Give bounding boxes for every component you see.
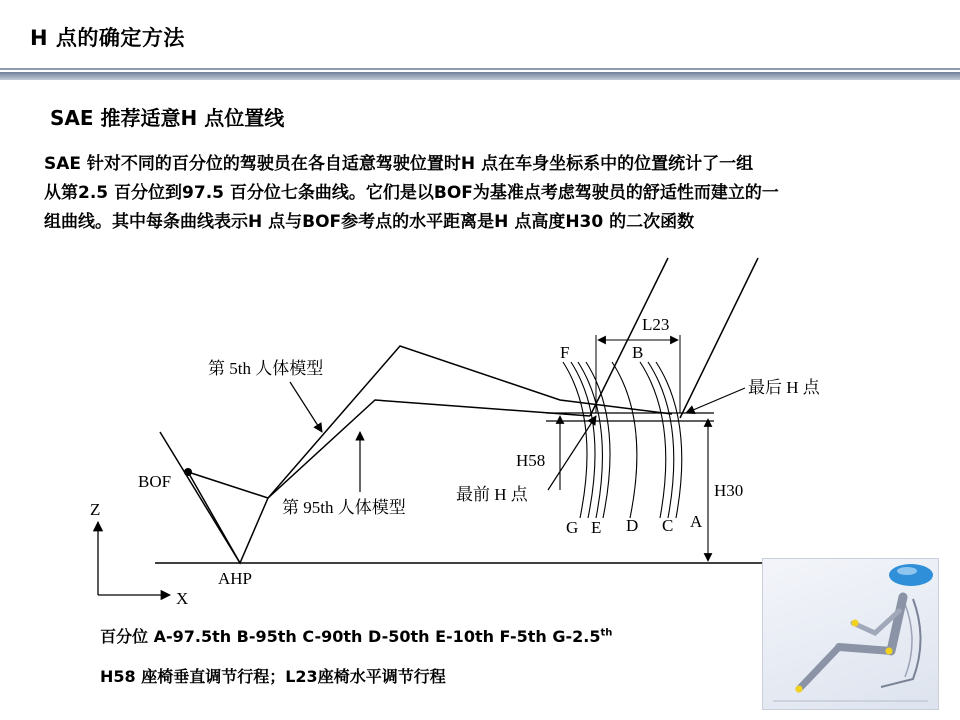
ahp-label: AHP (218, 569, 253, 588)
h30-label: H30 (714, 481, 744, 500)
h58-label: H58 (516, 451, 546, 470)
section-subtitle: SAE 推荐适意H 点位置线 (50, 106, 285, 130)
percentile-legend-text: 百分位 A-97.5th B-95th C-90th D-50th E-10th F-5th G-2.5 (100, 627, 601, 646)
paragraph-line-3: 组曲线。其中每条曲线表示H 点与BOF参考点的水平距离是H 点高度H30 的二次函数 (44, 212, 695, 232)
axis-z-label: Z (90, 500, 101, 519)
arrow-first-h (548, 416, 596, 490)
travel-legend: H58 座椅垂直调节行程；L23座椅水平调节行程 (100, 667, 446, 686)
curve-e-label: E (591, 518, 602, 537)
curve-b-label: B (632, 343, 644, 362)
percentile-legend-sup: th (600, 627, 613, 639)
curve-a-label: A (690, 512, 703, 531)
paragraph-line-1: SAE 针对不同的百分位的驾驶员在各自适意驾驶位置时H 点在车身坐标系中的位置统计了一组 (44, 154, 754, 174)
curve-c-label: C (662, 516, 674, 535)
torso-line-right (680, 258, 758, 418)
label-5th-model: 第 5th 人体模型 (208, 359, 324, 378)
bof-label: BOF (138, 472, 172, 491)
curve-g-label: G (566, 518, 579, 537)
curve-f-label: F (560, 343, 570, 362)
l23-label: L23 (642, 315, 670, 334)
seat-mannequin-image (762, 558, 939, 710)
arrow-5th (290, 382, 322, 432)
axis-x-label: X (176, 589, 189, 608)
bof-point (184, 468, 192, 476)
page-title: H 点的确定方法 (30, 26, 185, 50)
last-h-point-label: 最后 H 点 (748, 378, 820, 397)
curve-d-label: D (626, 516, 639, 535)
paragraph-line-2: 从第2.5 百分位到97.5 百分位七条曲线。它们是以BOF为基准点考虑驾驶员的舒适性而建立的一 (44, 183, 779, 203)
arrow-last-h (686, 388, 745, 413)
mannequin-5th-outline (188, 400, 590, 563)
label-95th-model: 第 95th 人体模型 (282, 498, 406, 517)
torso-line-left (590, 258, 668, 416)
percentile-legend (100, 624, 612, 647)
first-h-point-label: 最前 H 点 (456, 485, 528, 504)
